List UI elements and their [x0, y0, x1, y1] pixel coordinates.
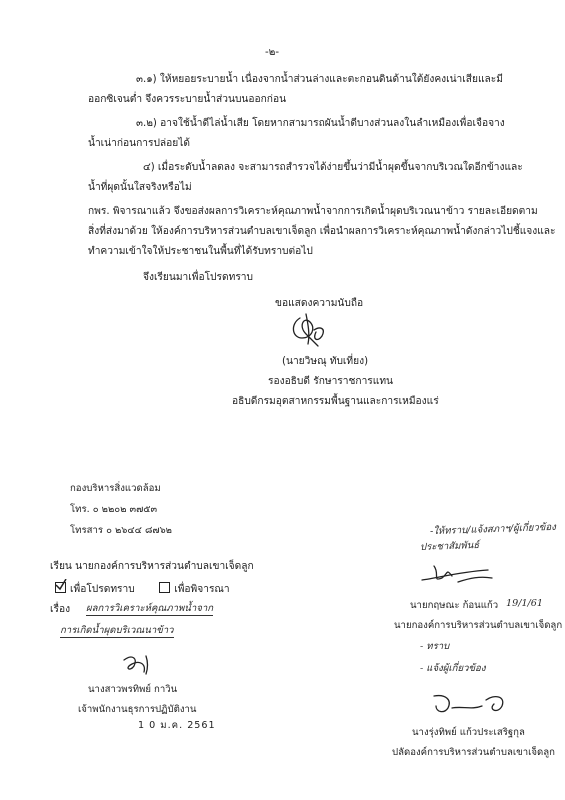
- handwritten-note-1: -ให้ทราบ/แจ้งสภาฯ/ผู้เกี่ยวข้อง: [429, 521, 556, 538]
- mayor-date: 19/1/61: [506, 598, 543, 609]
- signer-position-1: รองอธิบดี รักษาราชการแทน: [268, 376, 394, 387]
- contact-division: กองบริหารสิ่งแวดล้อม: [70, 483, 161, 494]
- subject-handwritten-1: ผลการวิเคราะห์คุณภาพน้ำจาก: [86, 603, 214, 614]
- handwritten-note-4: - แจ้งผู้เกี่ยวข้อง: [420, 663, 486, 674]
- paragraph-4-line1: ๔) เมื่อระดับน้ำลดลง จะสามารถสำรวจได้ง่ายขึ้นว่ามีน้ำผุดขึ้นจากบริเวณใดอีกข้างและ: [143, 162, 523, 173]
- page-number: -๒-: [265, 47, 280, 58]
- paragraph-3-2-line1: ๓.๒) อาจใช้น้ำดีไล่น้ำเสีย โดยหากสามารถผันน้ำดีบางส่วนลงในลำเหมืองเพื่อเจือจาง: [136, 118, 505, 129]
- paragraph-3-1-line1: ๓.๑) ให้หยอยระบายน้ำ เนื่องจากน้ำส่วนล่างและตะกอนดินด้านใต้ยังคงเน่าเสียและมี: [136, 74, 503, 85]
- mayor-name: นายกฤษณะ ก้อนแก้ว: [410, 600, 499, 611]
- clerk-signature: [428, 690, 518, 720]
- paragraph-5-line3: ทำความเข้าใจให้ประชาชนในพื้นที่ได้รับทราบต่อไป: [88, 246, 313, 257]
- mayor-signature: [418, 560, 498, 590]
- mayor-position: นายกองค์การบริหารส่วนตำบลเขาเจ็ดลูก: [394, 620, 563, 631]
- paragraph-3-2-line2: น้ำเน่าก่อนการปล่อยได้: [88, 138, 190, 149]
- option-acknowledge-label: เพื่อโปรดทราบ: [70, 584, 135, 595]
- handwritten-note-3: - ทราบ: [420, 641, 450, 652]
- checkbox-consider[interactable]: [159, 582, 170, 593]
- paragraph-4-line2: น้ำที่ผุดนั้นใสจริงหรือไม่: [88, 182, 192, 193]
- paragraph-3-1-line2: ออกซิเจนต่ำ จึงควรระบายน้ำส่วนบนออกก่อน: [88, 94, 287, 105]
- paragraph-5-line2: สิ่งที่ส่งมาด้วย ให้องค์การบริหารส่วนตำบลเขาเจ็ดลูก เพื่อนำผลการวิเคราะห์คุณภาพน้ำดังกล่าวไปชี้แจงและ: [88, 226, 556, 237]
- paragraph-5-line1: กพร. พิจารณาแล้ว จึงขอส่งผลการวิเคราะห์คุณภาพน้ำจากการเกิดน้ำผุดบริเวณนาข้าว รายละเอียดตาม: [88, 206, 538, 217]
- main-signature: [286, 310, 336, 350]
- subject-handwritten-2: การเกิดน้ำผุดบริเวณนาข้าว: [60, 625, 174, 636]
- option-consider-label: เพื่อพิจารณา: [174, 584, 230, 595]
- checkbox-acknowledge[interactable]: [55, 582, 66, 593]
- routing-to: เรียน นายกองค์การบริหารส่วนตำบลเขาเจ็ดลูก: [50, 561, 254, 572]
- signer-position-2: อธิบดีกรมอุตสาหกรรมพื้นฐานและการเหมืองแร่: [232, 396, 439, 407]
- closing-line: จึงเรียนมาเพื่อโปรดทราบ: [143, 272, 253, 283]
- handwritten-note-2: ประชาสัมพันธ์: [419, 539, 480, 554]
- clerk-position: ปลัดองค์การบริหารส่วนตำบลเขาเจ็ดลูก: [392, 747, 555, 758]
- contact-fax: โทรสาร ๐ ๒๖๔๔ ๘๗๖๒: [70, 525, 172, 536]
- signer-name: (นายวิษณุ ทับเที่ยง): [282, 356, 369, 367]
- check-mark-icon: [55, 579, 67, 591]
- received-date-stamp: 1 0 ม.ค. 2561: [138, 720, 216, 731]
- officer-signature: [118, 650, 158, 678]
- officer-position: เจ้าพนักงานธุรการปฏิบัติงาน: [78, 704, 197, 715]
- routing-options: [55, 582, 230, 597]
- contact-tel: โทร. ๐ ๒๒๐๒ ๓๗๕๓: [70, 504, 158, 515]
- regards: ขอแสดงความนับถือ: [275, 298, 364, 309]
- clerk-name: นางรุ่งทิพย์ แก้วประเสริฐกุล: [412, 727, 525, 738]
- subject-label: เรื่อง: [50, 604, 71, 615]
- officer-name: นางสาวพรทิพย์ กาวิน: [88, 684, 178, 695]
